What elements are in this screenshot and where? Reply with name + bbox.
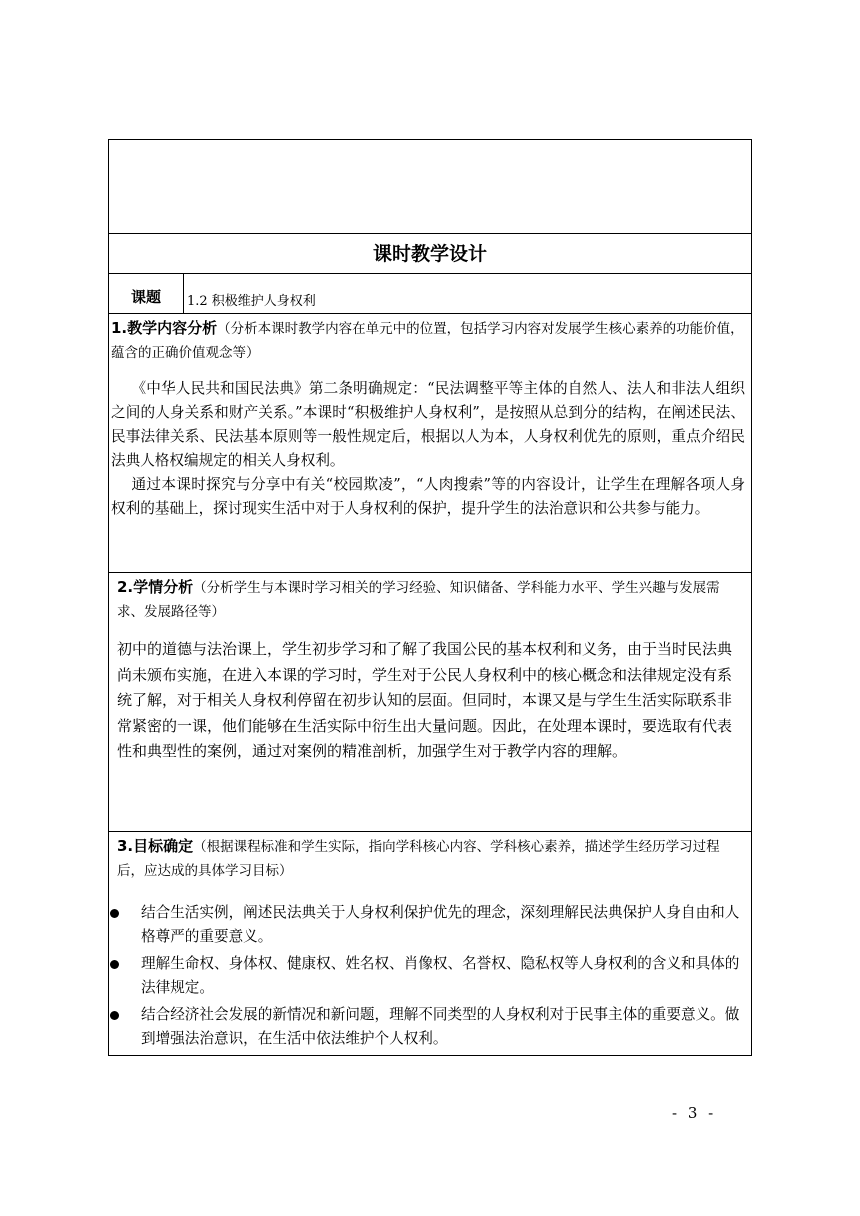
table-rule [109, 233, 751, 234]
goal-text: 结合经济社会发展的新情况和新问题，理解不同类型的人身权利对于民事主体的重要意义。做到增强法治意识，在生活中依法维护个人权利。 [141, 1006, 740, 1047]
section3-title: 3.目标确定 [117, 837, 194, 855]
table-rule [109, 572, 751, 573]
bullet-icon [110, 1011, 119, 1020]
section3-note: （根据课程标准和学生实际，指向学科核心内容、学科核心素养，描述学生经历学习过程后，应达成的具体学习目标） [117, 839, 720, 879]
table-rule [109, 313, 751, 314]
section2-body: 初中的道德与法治课上，学生初步学习和了解了我国公民的基本权利和义务，由于当时民法典尚未颁布实施，在进入本课的学习时，学生对于公民人身权利中的核心概念和法律规定没有系统了解，对于相关人身权利停留在初步认知的层面。但同时，本课又是与学生生活实际联系非常紧密的一课，他们能够在生活实际中衍生出大量问题。因此，在处理本课时，要选取有代表性和典型性的案例，通过对案例的精准剖析，加强学生对于教学内容的理解。 [117, 640, 733, 760]
page-title: 课时教学设计 [372, 243, 487, 265]
bullet-icon [110, 909, 119, 918]
section2-note: （分析学生与本课时学习相关的学习经验、知识储备、学科能力水平、学生兴趣与发展需求、发展路径等） [117, 580, 720, 620]
section1-title: 1.教学内容分析 [111, 319, 218, 337]
table-rule [183, 273, 184, 313]
list-item [109, 952, 745, 1000]
section1-heading [111, 316, 745, 365]
section2-heading [117, 575, 745, 624]
list-item [109, 1003, 745, 1051]
lesson-design-table [108, 139, 752, 1056]
goal-text: 理解生命权、身体权、健康权、姓名权、肖像权、名誉权、隐私权等人身权利的含义和具体的法律规定。 [141, 955, 740, 996]
topic-value: 1.2 积极维护人身权利 [187, 294, 316, 309]
section1-paragraph: 通过本课时探究与分享中有关“校园欺凌”，“人肉搜索”等的内容设计，让学生在理解各项人身权利的基础上，探讨现实生活中对于人身权利的保护，提升学生的法治意识和公共参与能力。 [111, 476, 745, 517]
page-number: - 3 - [672, 1104, 717, 1122]
section1-body [111, 377, 745, 521]
section3-heading [117, 834, 745, 883]
section2-title: 2.学情分析 [117, 578, 194, 596]
table-rule [109, 273, 751, 274]
goal-list [109, 901, 745, 1054]
section1-note: （分析本课时教学内容在单元中的位置，包括学习内容对发展学生核心素养的功能价值，蕴含的正确价值观念等） [111, 321, 744, 361]
section1-paragraph: 《中华人民共和国民法典》第二条明确规定：“民法调整平等主体的自然人、法人和非法人组织之间的人身关系和财产关系。”本课时“积极维护人身权利”，是按照从总到分的结构，在阐述民法、民事法律关系、民法基本原则等一般性规定后，根据以人为本，人身权利优先的原则，重点介绍民法典人格权编规定的相关人身权利。 [111, 380, 745, 469]
topic-label: 课题 [130, 288, 161, 306]
bullet-icon [110, 960, 119, 969]
goal-text: 结合生活实例，阐述民法典关于人身权利保护优先的理念，深刻理解民法典保护人身自由和人格尊严的重要意义。 [141, 904, 740, 945]
list-item [109, 901, 745, 949]
table-rule [109, 831, 751, 832]
